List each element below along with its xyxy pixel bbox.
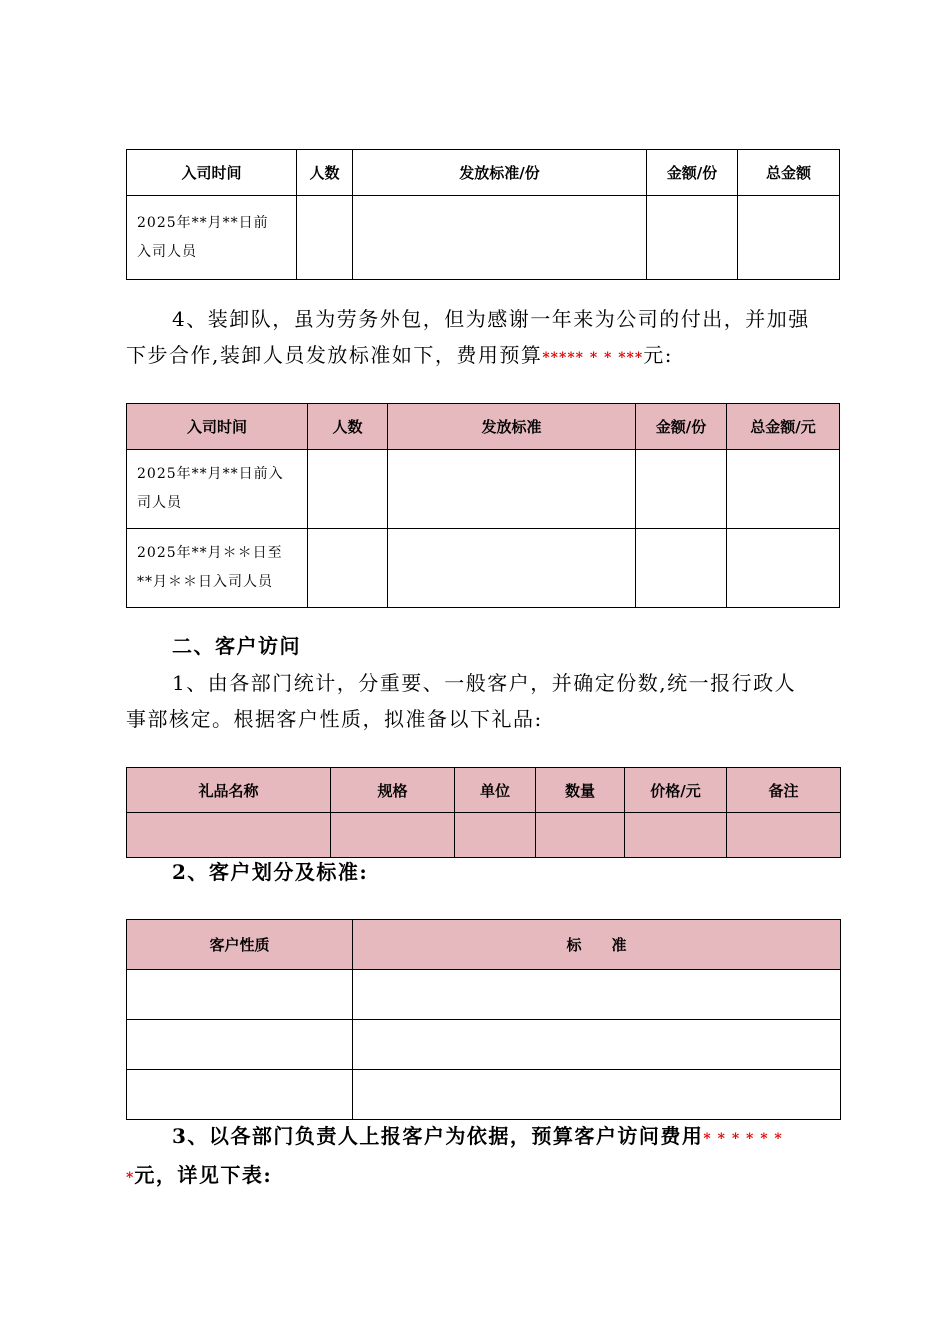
loading-staff-table bbox=[126, 403, 840, 608]
table-row bbox=[127, 813, 841, 858]
header-standard: 标 准 bbox=[353, 920, 841, 970]
header-standard: 发放标准/份 bbox=[353, 150, 647, 196]
join-time-cell: 2025年**月**日前 入司人员 bbox=[127, 196, 297, 280]
header-join-time: 入司时间 bbox=[127, 404, 308, 450]
header-count: 人数 bbox=[297, 150, 353, 196]
amount-cell bbox=[647, 196, 738, 280]
join-time-cell: 2025年**月**日前入 司人员 bbox=[127, 450, 308, 529]
standard-cell bbox=[353, 196, 647, 280]
table-row bbox=[127, 1070, 841, 1120]
visit-budget-paragraph: 3、以各部门负责人上报客户为依据，预算客户访问费用* * * * * * *元，详见下表: bbox=[126, 1124, 783, 1187]
table-row bbox=[127, 196, 840, 280]
table-row bbox=[127, 529, 840, 608]
count-cell bbox=[297, 196, 353, 280]
header-amount-per: 金额/份 bbox=[636, 404, 727, 450]
customer-standard-table bbox=[126, 919, 841, 1120]
header-standard: 发放标准 bbox=[388, 404, 636, 450]
total-cell bbox=[738, 196, 840, 280]
header-total: 总金额 bbox=[738, 150, 840, 196]
header-price: 价格/元 bbox=[625, 768, 727, 813]
header-join-time: 入司时间 bbox=[127, 150, 297, 196]
header-count: 人数 bbox=[308, 404, 388, 450]
header-customer-type: 客户性质 bbox=[127, 920, 353, 970]
header-unit: 单位 bbox=[455, 768, 536, 813]
section-heading: 二、客户访问 bbox=[172, 634, 301, 658]
header-spec: 规格 bbox=[331, 768, 455, 813]
header-amount-per: 金额/份 bbox=[647, 150, 738, 196]
table-row bbox=[127, 970, 841, 1020]
header-quantity: 数量 bbox=[536, 768, 625, 813]
budget-placeholder-end: * bbox=[126, 1170, 135, 1186]
gift-paragraph: 1、由各部门统计，分重要、一般客户，并确定份数,统一报行政人 事部核定。根据客户性质，拟准备以下礼品: bbox=[126, 671, 797, 731]
budget-placeholder: * * * * * * bbox=[703, 1131, 783, 1147]
loading-team-paragraph: 4、装卸队，虽为劳务外包，但为感谢一年来为公司的付出，并加强 下步合作,装卸人员发放标准如下，费用预算***** * * ***元: bbox=[126, 307, 810, 367]
header-notes: 备注 bbox=[727, 768, 841, 813]
budget-placeholder: ***** * * *** bbox=[542, 350, 644, 366]
gift-table bbox=[126, 767, 841, 858]
table-row bbox=[127, 1020, 841, 1070]
join-time-cell: 2025年**月＊＊日至 **月＊＊日入司人员 bbox=[127, 529, 308, 608]
customer-classification-heading: 2、客户划分及标准: bbox=[172, 860, 369, 884]
staff-table bbox=[126, 149, 840, 280]
header-total: 总金额/元 bbox=[727, 404, 840, 450]
header-gift-name: 礼品名称 bbox=[127, 768, 331, 813]
table-row bbox=[127, 450, 840, 529]
